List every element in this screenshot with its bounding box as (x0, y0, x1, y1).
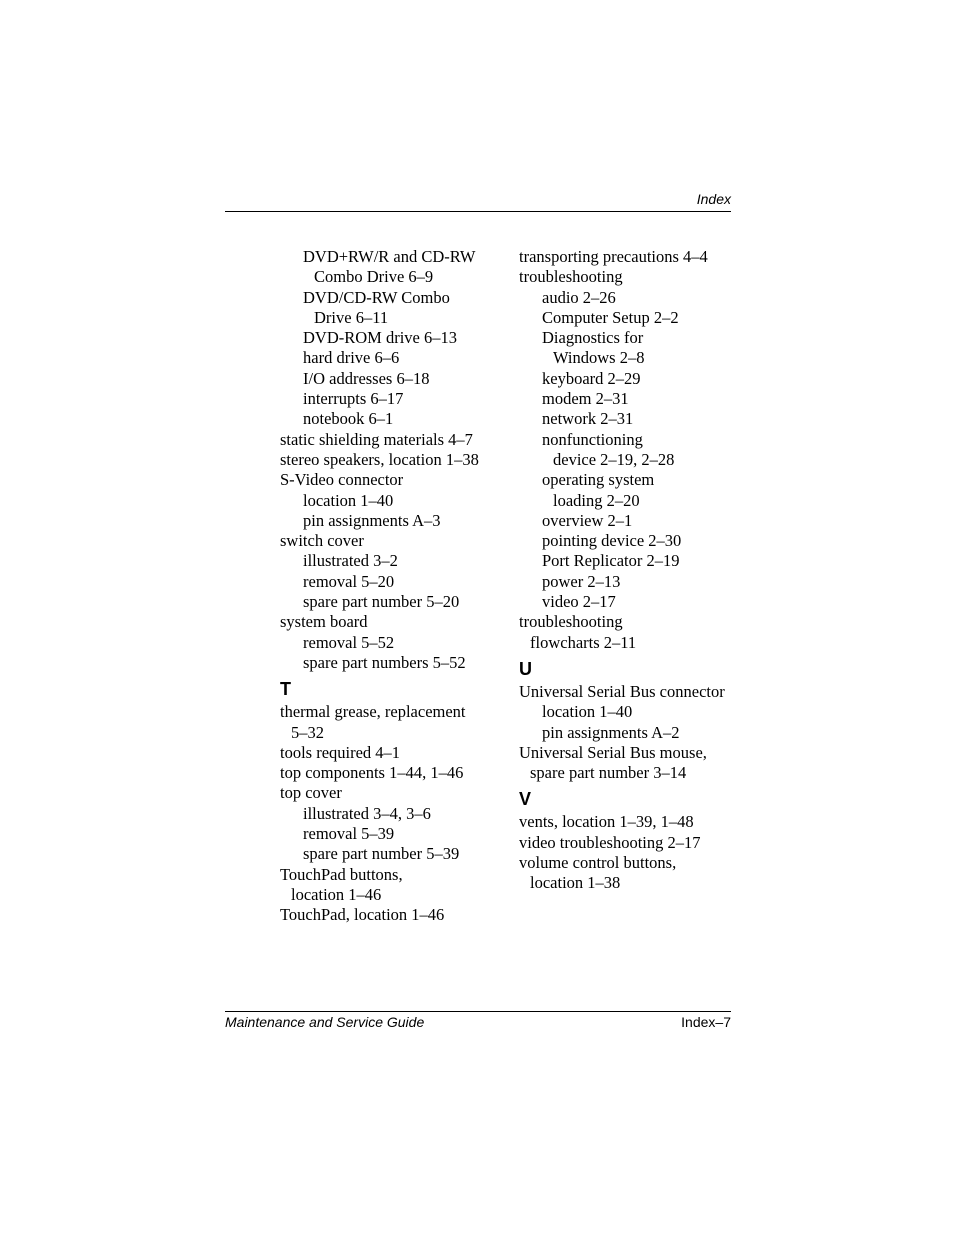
index-entry: TouchPad buttons, (280, 864, 403, 884)
index-column-left (280, 247, 510, 926)
index-entry: tools required 4–1 (280, 742, 401, 762)
index-entry: loading 2–20 (553, 490, 640, 510)
index-entry: keyboard 2–29 (542, 368, 641, 388)
index-entry: static shielding materials 4–7 (280, 429, 473, 449)
index-entry: interrupts 6–17 (303, 389, 404, 409)
header-rule (225, 211, 731, 212)
index-entry: overview 2–1 (542, 510, 633, 530)
index-entry: hard drive 6–6 (303, 348, 400, 368)
index-entry: S-Video connector (280, 470, 404, 490)
index-entry: vents, location 1–39, 1–48 (519, 812, 694, 832)
index-entry: video troubleshooting 2–17 (519, 832, 701, 852)
index-entry: pin assignments A–2 (542, 722, 680, 742)
index-entry: volume control buttons, (519, 853, 677, 873)
index-entry: spare part numbers 5–52 (303, 652, 466, 672)
index-entry: removal 5–39 (303, 824, 395, 844)
index-entry: I/O addresses 6–18 (303, 368, 430, 388)
index-entry: location 1–40 (303, 490, 394, 510)
index-entry: location 1–38 (530, 873, 621, 893)
index-entry: spare part number 5–39 (303, 844, 460, 864)
index-entry: thermal grease, replacement (280, 702, 466, 722)
index-entry: device 2–19, 2–28 (553, 449, 675, 469)
index-entry: Universal Serial Bus mouse, (519, 742, 707, 762)
index-entry: spare part number 3–14 (530, 763, 687, 783)
index-entry: Port Replicator 2–19 (542, 551, 680, 571)
index-entry: Combo Drive 6–9 (314, 267, 434, 287)
index-entry: top components 1–44, 1–46 (280, 763, 464, 783)
index-entry: 5–32 (291, 722, 324, 742)
index-entry: flowcharts 2–11 (530, 632, 637, 652)
index-entry: transporting precautions 4–4 (519, 247, 708, 266)
index-entry: Drive 6–11 (314, 307, 389, 327)
footer-rule (225, 1011, 731, 1012)
index-entry: DVD+RW/R and CD-RW (303, 247, 476, 266)
index-letter-heading: U (519, 658, 532, 679)
index-entry: modem 2–31 (542, 389, 629, 409)
index-entry: Windows 2–8 (553, 348, 645, 368)
index-entry: location 1–46 (291, 884, 382, 904)
index-entry: notebook 6–1 (303, 409, 394, 429)
running-head: Index (696, 191, 731, 207)
index-entry: illustrated 3–4, 3–6 (303, 803, 431, 823)
index-entry: troubleshooting (519, 612, 623, 632)
index-entry: DVD/CD-RW Combo (303, 287, 450, 307)
index-entry: removal 5–20 (303, 571, 395, 591)
index-column-right (519, 247, 744, 894)
index-entry: audio 2–26 (542, 287, 616, 307)
index-entry: pointing device 2–30 (542, 531, 682, 551)
footer (225, 1014, 731, 1030)
index-entry: Computer Setup 2–2 (542, 307, 679, 327)
index-entry: stereo speakers, location 1–38 (280, 449, 479, 469)
index-entry: nonfunctioning (542, 429, 643, 449)
index-entry: top cover (280, 783, 342, 803)
index-entry: switch cover (280, 531, 364, 551)
index-entry: video 2–17 (542, 592, 616, 612)
index-entry: network 2–31 (542, 409, 634, 429)
index-entry: removal 5–52 (303, 632, 395, 652)
index-entry: illustrated 3–2 (303, 551, 398, 571)
index-entry: location 1–40 (542, 702, 633, 722)
index-entry: system board (280, 612, 368, 632)
index-entry: operating system (542, 470, 655, 490)
index-entry: DVD-ROM drive 6–13 (303, 328, 457, 348)
index-entry: power 2–13 (542, 571, 621, 591)
index-letter-heading: T (280, 679, 291, 700)
index-entry: Universal Serial Bus connector (519, 681, 725, 701)
index-entry: pin assignments A–3 (303, 510, 441, 530)
index-entry: Diagnostics for (542, 328, 644, 348)
page-number: Index–7 (681, 1014, 731, 1030)
index-entry: TouchPad, location 1–46 (280, 905, 445, 925)
index-entry: troubleshooting (519, 267, 623, 287)
index-entry: spare part number 5–20 (303, 592, 460, 612)
footer-title: Maintenance and Service Guide (225, 1014, 425, 1030)
index-letter-heading: V (519, 789, 532, 810)
